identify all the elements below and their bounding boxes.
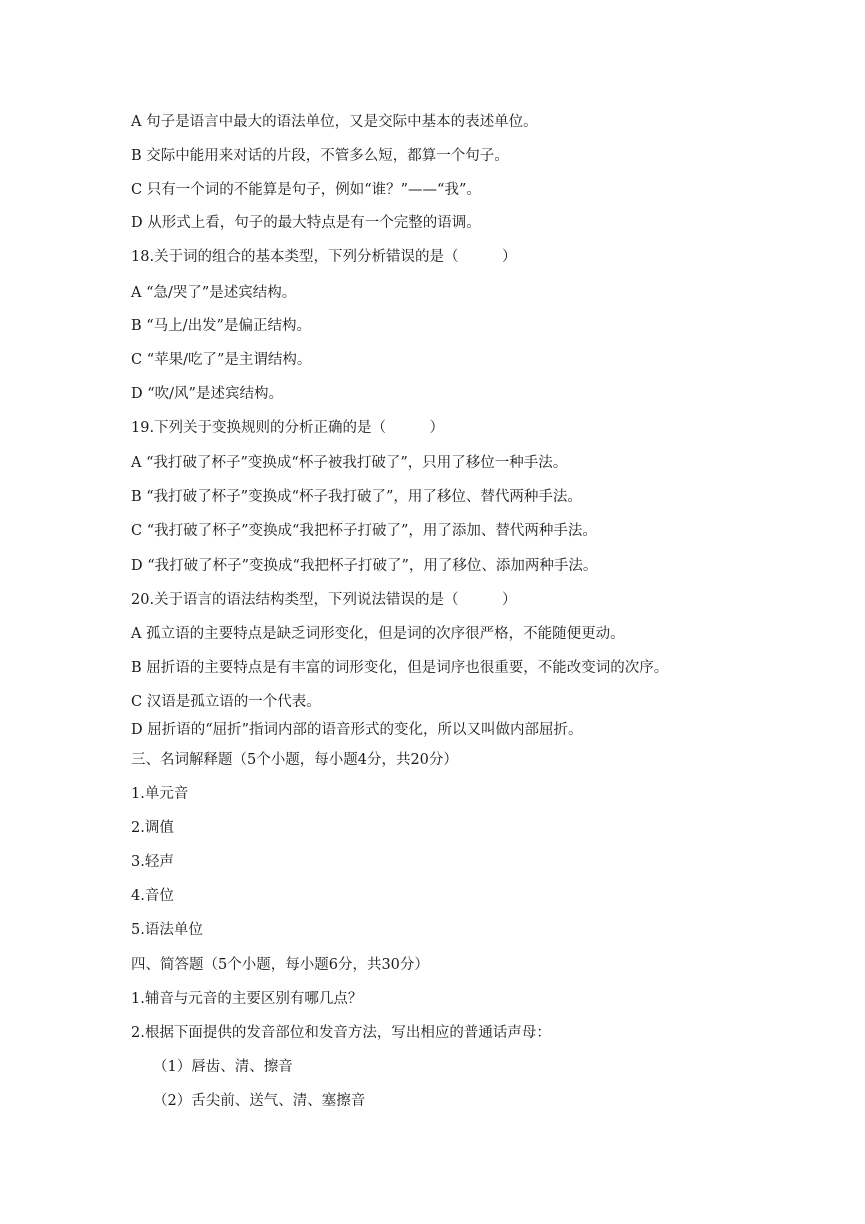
section4-title: 四、简答题（5个小题，每小题6分，共30分） [131, 957, 429, 973]
q18-option-c: C “苹果/吃了”是主谓结构。 [131, 352, 312, 368]
section3-title: 三、名词解释题（5个小题，每小题4分，共20分） [131, 752, 458, 768]
q20-option-a: A 孤立语的主要特点是缺乏词形变化，但是词的次序很严格，不能随便更动。 [131, 626, 625, 642]
q19-option-a: A “我打破了杯子”变换成“杯子被我打破了”，只用了移位一种手法。 [131, 455, 568, 471]
section4-subitem-2: （2）舌尖前、送气、清、塞擦音 [153, 1093, 366, 1109]
q18-option-b: B “马上/出发”是偏正结构。 [131, 318, 311, 334]
q19-stem: 19.下列关于变换规则的分析正确的是（ ） [131, 420, 445, 436]
section3-item-2: 2.调值 [131, 820, 174, 836]
q20-option-b: B 屈折语的主要特点是有丰富的词形变化，但是词序也很重要，不能改变词的次序。 [131, 660, 669, 676]
q18-option-a: A “急/哭了”是述宾结构。 [131, 285, 297, 301]
section3-item-5: 5.语法单位 [131, 922, 203, 938]
q17-option-a: A 句子是语言中最大的语法单位，又是交际中基本的表述单位。 [131, 114, 538, 130]
q20-option-d: D 屈折语的“屈折”指词内部的语音形式的变化，所以又叫做内部屈折。 [131, 722, 583, 738]
q17-option-c: C 只有一个词的不能算是句子，例如“谁？”——“我”。 [131, 182, 481, 198]
q19-option-d: D “我打破了杯子”变换成“我把杯子打破了”，用了移位、添加两种手法。 [131, 558, 598, 574]
q19-option-b: B “我打破了杯子”变换成“杯子我打破了”，用了移位、替代两种手法。 [131, 489, 582, 505]
q17-option-d: D 从形式上看，句子的最大特点是有一个完整的语调。 [131, 215, 481, 231]
q17-option-b: B 交际中能用来对话的片段，不管多么短，都算一个句子。 [131, 148, 509, 164]
section3-item-4: 4.音位 [131, 888, 174, 904]
q20-stem: 20.关于语言的语法结构类型，下列说法错误的是（ ） [131, 592, 517, 608]
q18-option-d: D “吹/风”是述宾结构。 [131, 386, 283, 402]
section4-item-2: 2.根据下面提供的发音部位和发音方法，写出相应的普通话声母： [131, 1025, 551, 1041]
section4-item-1: 1.辅音与元音的主要区别有哪几点？ [131, 991, 363, 1007]
q18-stem: 18.关于词的组合的基本类型，下列分析错误的是（ ） [131, 249, 517, 265]
section4-subitem-1: （1）唇齿、清、擦音 [153, 1059, 293, 1075]
q19-option-c: C “我打破了杯子”变换成“我把杯子打破了”，用了添加、替代两种手法。 [131, 523, 597, 539]
section3-item-1: 1.单元音 [131, 786, 189, 802]
q20-option-c: C 汉语是孤立语的一个代表。 [131, 694, 321, 710]
section3-item-3: 3.轻声 [131, 854, 174, 870]
